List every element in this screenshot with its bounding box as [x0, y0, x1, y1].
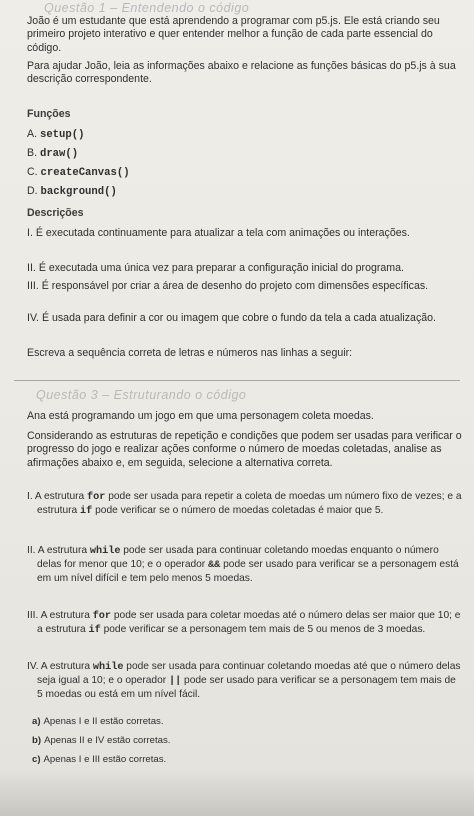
- question-3-title: Questão 3 – Estruturando o código: [36, 388, 247, 402]
- page-shadow: [0, 768, 474, 816]
- code-keyword: if: [80, 505, 93, 517]
- statement-text: pode ser usada para continuar coletando moedas até que o número delas seja igual a 10; e o operador: [37, 661, 461, 686]
- descricao-label: I.: [27, 227, 33, 239]
- option-letter: a): [32, 716, 41, 727]
- option-text: Apenas I e II estão corretas.: [43, 716, 164, 727]
- funcao-label: C.: [27, 166, 38, 178]
- option-text: Apenas I e III estão corretas.: [43, 754, 167, 765]
- question-1-instruction: Para ajudar João, leia as informações abaixo e relacione as funções básicas do p5.js à sua descrição correspondente.: [27, 60, 456, 86]
- code-keyword: ||: [168, 675, 182, 687]
- descricao-i: [27, 227, 462, 240]
- statement-text: pode verificar se a personagem tem mais de 5 ou menos de 3 moedas.: [100, 623, 426, 635]
- descricao-iii: [27, 280, 462, 293]
- statement-iii: [27, 610, 462, 638]
- statement-text: pode ser usada para repetir a coleta de moedas um número fixo de vezes; e a estrutura: [37, 491, 462, 516]
- statement-iv: [27, 661, 462, 701]
- funcao-d: [27, 185, 462, 199]
- descricao-text: É executada uma única vez para preparar a configuração inicial do programa.: [38, 262, 404, 274]
- funcao-code: setup(): [39, 129, 85, 141]
- statement-i: [27, 491, 462, 519]
- statement-text: III. A estrutura: [27, 610, 93, 621]
- statement-text: pode ser usada para continuar coletando moedas enquanto o número delas for menor que 10; e o operador: [37, 545, 439, 570]
- answer-prompt: Escreva a sequência correta de letras e números nas linhas a seguir:: [27, 347, 353, 359]
- funcao-label: B.: [27, 147, 38, 159]
- option-c[interactable]: [32, 754, 462, 766]
- question-1-title: Questão 1 – Entendendo o código: [44, 1, 250, 15]
- code-keyword: for: [92, 611, 112, 622]
- funcao-label: A.: [27, 128, 38, 140]
- question-3-context: Considerando as estruturas de repetição e condições que podem ser usadas para verificar o progresso do jogo e realizar ações conforme o número de moedas coletadas, analise as afirmações abaixo e, em seguida, selecione a alternativa correta.: [27, 430, 462, 469]
- funcao-label: D.: [27, 185, 38, 197]
- descricao-label: II.: [27, 262, 36, 274]
- statement-text: IV. A estrutura: [27, 661, 93, 672]
- code-keyword: while: [92, 662, 124, 673]
- code-keyword: for: [87, 492, 106, 503]
- option-letter: c): [32, 754, 41, 765]
- code-keyword: if: [88, 624, 101, 636]
- descricao-text: É usada para definir a cor ou imagem que cobre o fundo da tela a cada atualização.: [41, 312, 436, 324]
- statement-text: pode ser usada para coletar moedas até o número delas ser maior que 10; e a estrutura: [37, 610, 461, 635]
- statement-text: pode ser usado para verificar se a personagem tem mais de 5 moedas ou está em um nível fácil.: [37, 674, 456, 700]
- funcao-code: background(): [40, 186, 117, 198]
- statement-ii: [27, 545, 462, 585]
- descricao-text: É responsável por criar a área de desenho do projeto com dimensões específicas.: [41, 280, 429, 292]
- answer-line[interactable]: [14, 380, 460, 381]
- funcoes-heading: Funções: [27, 108, 71, 120]
- descricao-text: É executada continuamente para atualizar a tela com animações ou interações.: [35, 227, 410, 239]
- code-keyword: while: [89, 546, 121, 557]
- option-letter: b): [32, 735, 42, 746]
- descricao-label: IV.: [27, 312, 39, 324]
- statement-text: pode verificar se o número de moedas coletadas é maior que 5.: [92, 504, 384, 516]
- descricao-label: III.: [27, 280, 39, 292]
- descricao-ii: [27, 262, 462, 275]
- option-text: Apenas II e IV estão corretas.: [44, 735, 171, 746]
- statement-text: II. A estrutura: [27, 545, 90, 556]
- funcao-b: [27, 147, 462, 161]
- funcao-code: draw(): [39, 148, 79, 160]
- descricao-iv: [27, 312, 462, 325]
- descricoes-heading: Descrições: [27, 207, 84, 219]
- funcao-code: createCanvas(): [40, 167, 130, 179]
- funcao-a: [27, 128, 462, 142]
- statement-text: pode ser usado para verificar se a personagem está em um nível difícil e tem pelo menos 5 moedas.: [37, 558, 459, 584]
- code-keyword: &&: [208, 559, 221, 571]
- question-1-intro: João é um estudante que está aprendendo a programar com p5.js. Ele está criando seu primeiro projeto interativo e quer entender melhor a função de cada parte essencial do código.: [27, 15, 440, 54]
- option-b[interactable]: [32, 735, 462, 747]
- option-a[interactable]: [32, 716, 462, 728]
- statement-text: I. A estrutura: [27, 491, 88, 502]
- question-3-intro: Ana está programando um jogo em que uma personagem coleta moedas.: [27, 410, 374, 422]
- funcao-c: [27, 166, 462, 180]
